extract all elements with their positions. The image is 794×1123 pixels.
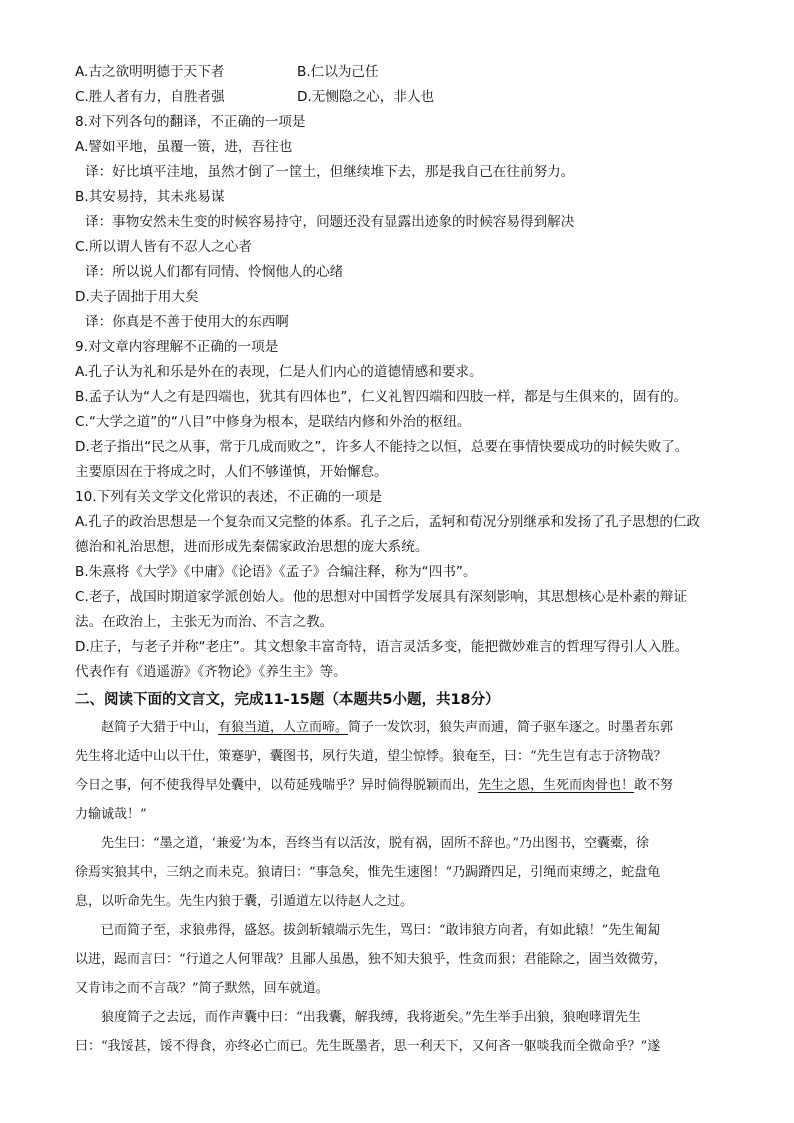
passage-p2-line-2: 徐焉实狼其中，三纳之而未克。狼请曰：“事急矣，惟先生速图！”乃跼蹐四足，引绳而束缚之，蛇盘龟 <box>75 865 661 880</box>
q10-option-a-cont: 德治和礼治思想，进而形成先秦儒家政治思想的庞大系统。 <box>75 539 429 555</box>
passage-text: 简子一发饮羽，狼失声而逋，简子驱车逐之。时墨者东郭 <box>348 720 674 735</box>
passage-p4-line-1: 狼度简子之去远，而作声囊中曰：“出我囊，解我缚，我将逝矣。”先生举手出狼，狼咆哮谓先生 <box>101 1010 641 1025</box>
passage-p3-line-3: 又肯讳之而不言哉？”简子默然，回车就道。 <box>75 981 329 996</box>
q10-option-d-cont: 代表作有《逍遥游》《齐物论》《养生主》等。 <box>75 664 347 680</box>
q7-options-row-2 <box>75 85 719 110</box>
underlined-sentence-1: 有狼当道，人立而啼。 <box>218 720 349 735</box>
q9-option-c: C.“大学之道”的“八目”中修身为根本，是联结内修和外治的枢纽。 <box>75 414 471 430</box>
q7-option-b: B.仁以为己任 <box>297 64 379 80</box>
underlined-sentence-2: 先生之恩，生死而肉骨也！ <box>478 778 635 793</box>
passage-p4-line-2: 曰：“我馁甚，馁不得食，亦终必亡而已。先生既墨者，思一利天下，又何吝一躯啖我而全微命乎？”遂 <box>75 1039 661 1054</box>
q8-option-a-translation: 译：好比填平洼地，虽然才倒了一筐土，但继续堆下去，那是我自己在往前努力。 <box>85 164 575 180</box>
q8-option-a: A.譬如平地，虽覆一篑，进，吾往也 <box>75 139 293 155</box>
passage-text: 赵简子大猎于中山， <box>101 720 219 735</box>
q7-option-c: C.胜人者有力，自胜者强 <box>75 89 225 105</box>
q10-option-b: B.朱熹将《大学》《中庸》《论语》《孟子》合编注释，称为“四书”。 <box>75 564 477 580</box>
section-2-heading: 二、阅读下面的文言文，完成11-15题（本题共5小题，共18分） <box>75 692 500 708</box>
classical-passage <box>75 713 719 1061</box>
passage-text: 今日之事，何不使我得早处囊中，以苟延残喘乎？异时倘得脱颖而出， <box>75 778 479 793</box>
q9-stem: 9.对文章内容理解不正确的一项是 <box>75 339 279 355</box>
passage-p1-line-3 <box>75 771 719 800</box>
passage-p1-line-2: 先生将北适中山以干仕，策蹇驴，囊图书，夙行失道，望尘惊悸。狼奄至，曰：“先生岂有志于济物哉？ <box>75 749 667 764</box>
q10-stem: 10.下列有关文学文化常识的表述，不正确的一项是 <box>75 489 383 505</box>
q8-option-c: C.所以谓人皆有不忍人之心者 <box>75 239 252 255</box>
passage-p2-line-3: 息，以听命先生。先生内狼于囊，引遁道左以待赵人之过。 <box>75 894 414 909</box>
q9-option-d: D.老子指出“民之从事，常于几成而败之”，许多人不能持之以恒，总要在事情快要成功的时候失败了。 <box>75 439 689 455</box>
passage-p2-line-1: 先生曰：“墨之道，‘兼爱’为本，吾终当有以活汝，脱有祸，固所不辞也。”乃出图书，空囊橐，徐 <box>101 836 650 851</box>
q8-option-d: D.夫子固拙于用大矣 <box>75 289 199 305</box>
q10-option-a: A.孔子的政治思想是一个复杂而又完整的体系。孔子之后，孟轲和荀况分别继承和发扬了孔子思想的仁政 <box>75 514 701 530</box>
q8-option-d-translation: 译：你真是不善于使用大的东西啊 <box>85 314 289 330</box>
q9-option-b: B.孟子认为“人之有是四端也，犹其有四体也”，仁义礼智四端和四肢一样，都是与生俱来的，固有的。 <box>75 389 688 405</box>
q8-option-b: B.其安易持，其未兆易谋 <box>75 189 225 205</box>
q10-option-c-cont: 法。在政治上，主张无为而治、不言之教。 <box>75 614 334 630</box>
q9-option-a: A.孔子认为礼和乐是外在的表现，仁是人们内心的道德情感和要求。 <box>75 364 483 380</box>
passage-text: 敢不努 <box>634 778 674 793</box>
q8-stem: 8.对下列各句的翻译，不正确的一项是 <box>75 114 306 130</box>
q8-option-c-translation: 译：所以说人们都有同情、怜悯他人的心绪 <box>85 264 344 280</box>
q7-options-row-1 <box>75 60 719 85</box>
q8-option-b-translation: 译：事物安然未生变的时候容易持守，问题还没有显露出迹象的时候容易得到解决 <box>85 214 575 230</box>
q7-option-d: D.无恻隐之心，非人也 <box>297 89 435 105</box>
q7-option-a: A.古之欲明明德于天下者 <box>75 64 225 80</box>
passage-p3-line-2: 以进，跽而言曰：“行道之人何罪哉？且鄙人虽愚，独不知夫狼乎，性贪而狠；君能除之，固当效微劳， <box>75 952 667 967</box>
passage-p1-line-4: 力输诚哉！” <box>75 807 147 822</box>
q9-option-d-cont: 主要原因在于将成之时，人们不够谨慎，开始懈怠。 <box>75 464 388 480</box>
q10-option-d: D.庄子，与老子并称“老庄”。其文想象丰富奇特，语言灵活多变，能把微妙难言的哲理写得引人入胜。 <box>75 639 689 655</box>
passage-p3-line-1: 已而简子至，求狼弗得，盛怒。拔剑斩辕端示先生，骂曰：“敢讳狼方向者，有如此辕！”先生匍匐 <box>101 923 661 938</box>
passage-p1-line-1 <box>75 713 719 742</box>
q10-option-c: C.老子，战国时期道家学派创始人。他的思想对中国哲学发展具有深刻影响，其思想核心是朴素的辩证 <box>75 589 687 605</box>
